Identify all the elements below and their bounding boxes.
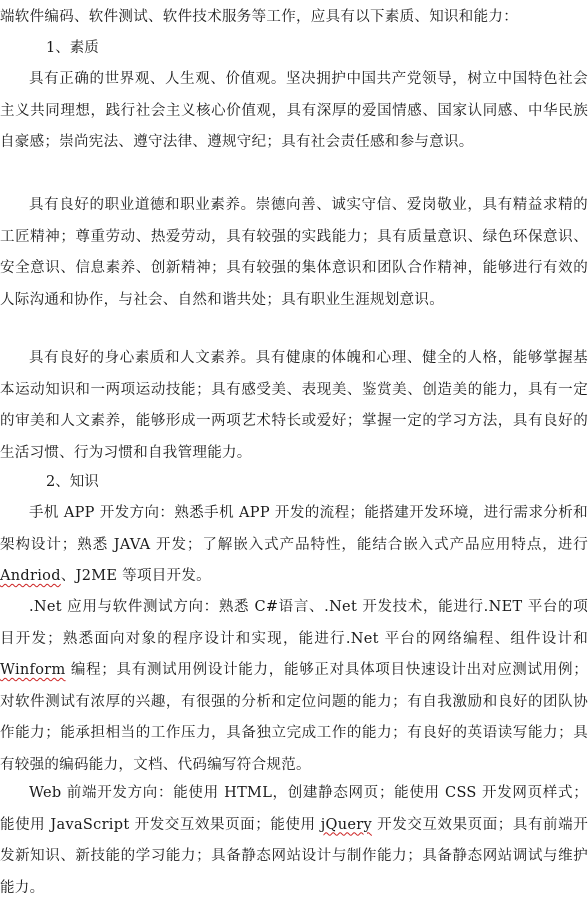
paragraph-professional-ethics: 具有良好的职业道德和职业素养。崇德向善、诚实守信、爱岗敬业，具有精益求精的工匠精神；尊重劳动、热爱劳动，具有较强的实践能力；具有质量意识、绿色环保意识、安全意识、信息素养、创新精神；具有较强的集体意识和团队合作精神，能够进行有效的人际沟通和协作，与社会、自然和谐共处；具有职业生涯规划意识。 — [0, 197, 588, 308]
section-heading-knowledge: 2、知识 — [46, 474, 99, 490]
paragraph-web-frontend — [0, 778, 588, 902]
section-heading-quality: 1、素质 — [46, 40, 99, 56]
mobile-app-text: 手机 APP 开发方向：熟悉手机 APP 开发的流程；能搭建开发环境，进行需求分析和架构设计；熟悉 JAVA 开发；了解嵌入式产品特性，能结合嵌入式产品应用特点，进行 — [0, 505, 588, 553]
web-text-end: 开发交互效果页面；具有前端开发新知识、新技能的学习能力；具备静态网站设计与制作能力；具备静态网站调试与维护能力。 — [0, 816, 588, 896]
paragraph-dotnet-testing — [0, 592, 588, 782]
paragraph-mobile-app — [0, 498, 588, 593]
web-text: Web 前端开发方向：能使用 HTML，创建静态网页；能使用 CSS 开发网页样式；能使用 JavaScript 开发交互效果页面；能使用 — [0, 785, 588, 833]
mobile-app-text-end: 、J2ME 等项目开发。 — [60, 568, 211, 585]
dotnet-text: .Net 应用与软件测试方向：熟悉 C#语言、.Net 开发技术，能进行.NET 平台的项目开发；熟悉面向对象的程序设计和实现，能进行.Net 平台的网络编程、组件设计和 — [0, 599, 588, 647]
dotnet-text-end: 编程；具有测试用例设计能力，能够正对具体项目快速设计出对应测试用例；对软件测试有浓厚的兴趣，有很强的分析和定位问题的能力；有自我激励和良好的团队协作能力；能承担相当的工作压力，具备独立完成工作的能力；有良好的英语读写能力；具有较强的编码能力，文档、代码编写符合规范。 — [0, 662, 588, 773]
intro-line: 端软件编码、软件测试、软件技术服务等工作，应具有以下素质、知识和能力： — [0, 9, 518, 25]
paragraph-worldview: 具有正确的世界观、人生观、价值观。坚决拥护中国共产党领导，树立中国特色社会主义共同理想，践行社会主义核心价值观，具有深厚的爱国情感、国家认同感、中华民族自豪感；崇尚宪法、遵守法律、遵规守纪；具有社会责任感和参与意识。 — [0, 71, 588, 151]
spellcheck-flag-andriod: Andriod — [0, 568, 61, 585]
spellcheck-flag-jquery: jQuery — [320, 816, 372, 833]
paragraph-physical-mental: 具有良好的身心素质和人文素养。具有健康的体魄和心理、健全的人格，能够掌握基本运动知识和一两项运动技能；具有感受美、表现美、鉴赏美、创造美的能力，具有一定的审美和人文素养，能够形成一两项艺术特长或爱好；掌握一定的学习方法，具有良好的生活习惯、行为习惯和自我管理能力。 — [0, 350, 588, 461]
spellcheck-flag-winform: Winform — [0, 662, 66, 679]
